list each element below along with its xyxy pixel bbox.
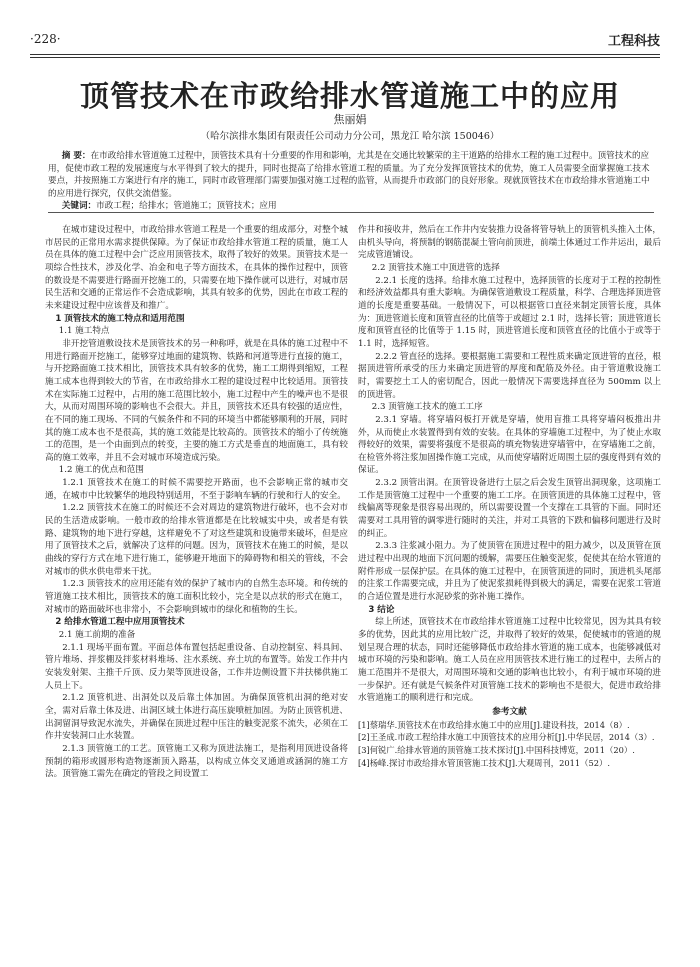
reference-item: [3]何锐广.给排水管道的顶管施工技术探讨[J].中国科技博览，2011（20）. — [358, 744, 635, 755]
paragraph: 作井和接收井，然后在工作井内安装推力设备将管导轨上的顶管机头推入土体，由机头导向，将预制的钢筋混凝土管向前顶进，前端土体通过工作井运出，最后完成管道铺设。 — [358, 225, 661, 261]
paragraph: 2.1.1 现场平面布置。平面总体布置包括起重设备、自动控制室、料具间、管片堆场、拌浆棚及拌浆材料堆场、注水系统、弃土坑的布置等。始发工作井内安装发射架、主推千斤顶、反力架等顶进设备，工作井边侧设置下井扶梯供施工人员上下。 — [45, 642, 348, 691]
keywords-label: 关键词： — [61, 201, 97, 212]
paragraph: 综上所述，顶管技术在市政给排水管道施工过程中比较常见，因为其具有较多的优势，因此其的应用比较广泛，并取得了较好的效果，促使城市的管道的规划呈现合理的状态，同时还能够降低市政给排水管道的施工成本，也能够减低对城市环境的污染和影响。施工人员在应用顶管技术进行施工的过程中，去所占的施工范围并不是很大，对周围环境和交通的影响也比较小，有利于城市环境的进一步保护。还有就是气候条件对顶管施工技术的影响也不是很大，促进市政给排水管道施工的顺利进行和完成。 — [358, 617, 661, 704]
paragraph: 2.3.1 穿墙。将穿墙闷板打开就是穿墙，使用盲推工具将穿墙闷板推出井外，从而使止水装置得到有效的安装。在具体的穿墙施工过程中，为了使止水取得较好的效果，需要将强度不是很高的填充物装进穿墙管中，在穿墙施工之前，在检管外将注浆加固操作施工完成，从而使穿墙附近周围土层的强度得到有效的保证。 — [358, 414, 661, 476]
subsection-heading: 2.3 顶管施工技术的施工工序 — [371, 402, 483, 413]
subsection-heading: 1.1 施工特点 — [58, 326, 110, 337]
paragraph: 2.2.1 长度的选择。给排水施工过程中，选择顶管的长度对于工程的控制性和经济效益都具有重大影响。为确保管道敷设工程质量，科学、合理选择顶进管道的长度是重要基础。一般情况下，可以根据管口直径来制定顶管长度，具体为：顶进管道长度和顶管直径的比值等于或超过 2.1 时，选择长管；顶进管道长度和顶管直径的比值等于 1.15 时，顶进管道长度和顶管直径的比值小于或等于 1.1 时，选择短管。 — [358, 275, 661, 349]
references-heading: 参考文献 — [492, 706, 527, 717]
right-column — [358, 224, 661, 769]
subsection-heading: 2.1 施工前期的准备 — [58, 630, 136, 640]
abstract-label: 摘 要： — [61, 151, 91, 161]
abstract-text: 在市政给排水管道施工过程中，顶管技术具有十分重要的作用和影响，尤其是在交通比较繁荣的主干道路的给排水工程的施工过程中。顶管技术的应用，促使市政工程的发展速度与水平得到了较大的提升，同时也提高了给排水管道工程的质量。为了充分发挥顶管技术的优势，施工人员需要全面掌握施工技术要点，并按照施工方案进行有序的施工，同时市政管理部门需要加强对施工过程的监管，从而提升市政部门的良好形象。现就顶管技术在市政给排水管道施工中的应用进行探究，仅供交流借鉴。 — [48, 151, 650, 199]
section-heading: 2 给排水管道工程中应用顶管技术 — [55, 617, 185, 628]
paragraph: 非开挖管道敷设技术是顶管技术的另一种称呼，就是在具体的施工过程中不用进行路面开挖施工，能够穿过地面的建筑物、铁路和河道等进行直接的施工，与开挖路面施工技术相比，顶管技术具有较多的优势，施工工期得到缩短，工程施工成本也得到较大的节省，在市政给排水工程的建设过程中比较适用。顶管技术在实际施工过程中，占用的施工范围比较小，施工过程中产生的噪声也不是很大，从而对周围环境的影响也不会很大。并且，顶管技术还具有较强的适应性，在不同的施工现场、不同的气候条件和不同的环境当中都能够顺利的开展，同时其的施工成本也不是很高，其的施工效能是比较高的。顶管技术的缩小了传统施工的范围，是一个由面到点的转变，主要的施工方式是垂直的地面施工，具有较高的施工效率，并且不会对城市环境造成污染。 — [45, 338, 348, 463]
header-rule-thick — [30, 54, 660, 55]
abstract — [48, 150, 654, 200]
article-title: 顶管技术在市政给排水管道施工中的应用 — [79, 79, 620, 113]
page-number: ·228· — [30, 32, 61, 46]
subsection-heading: 1.2 施工的优点和范围 — [58, 465, 144, 476]
section-heading: 3 结论 — [368, 604, 395, 615]
reference-item: [2]王圣成.市政工程给排水施工中顶管技术的应用分析[J].中华民居，2014（3）. — [358, 732, 655, 743]
paragraph: 2.1.2 顶管机进、出洞处以及后靠土体加固。为确保顶管机出洞的绝对安全，需对后靠土体及进、出洞区域土体进行高压旋喷桩加固。为防止顶管机进、出洞留洞导致泥水流失，并确保在顶进过程中压注的触变泥浆不流失，必须在工作井安装洞口止水装置。 — [45, 693, 348, 742]
running-header — [30, 30, 660, 48]
author: 焦丽娟 — [333, 113, 367, 126]
header-rule-thin — [30, 57, 660, 58]
reference-item: [1]蔡瑞华.顶管技术在市政给排水施工中的应用[J].建设科技，2014（8）. — [358, 719, 630, 730]
paragraph: 1.2.3 顶管技术的应用还能有效的保护了城市内的自然生态环境。和传统的管道施工技术相比，顶管技术的施工面积比较小，完全是以点状的形式在施工，对城市的路面破坏也非常小，不会影响到城市的绿化和植物的生长。 — [45, 579, 348, 615]
paragraph: 2.1.3 顶管施工的工艺。顶管施工又称为顶进法施工，是指利用顶进设备将预制的箱形或圆形构造物逐渐顶入路基，以构成立体交叉通道或涵洞的施工方法。顶管施工需先在确定的管段之间设置工 — [45, 743, 348, 780]
left-column — [45, 224, 348, 781]
paragraph: 2.2.2 管直径的选择。要根据施工需要和工程性质来确定顶进管的直径，根据顶进管所承受的压力来确定顶进管的厚度和配筋及外径。由于管道敷设施工时，需要挖土工人的密切配合，因此一般情况下需要选择直径为 500mm 以上的顶进管。 — [358, 351, 661, 400]
journal-section: 工程科技 — [607, 34, 660, 49]
section-heading: 1 顶管技术的施工特点和适用范围 — [55, 313, 185, 324]
affiliation: （哈尔滨排水集团有限责任公司动力分公司，黑龙江 哈尔滨 150046） — [200, 131, 500, 142]
keywords-text: 市政工程；给排水；管道施工；顶管技术；应用 — [96, 201, 277, 212]
subsection-heading: 2.2 顶管技术施工中顶进管的选择 — [371, 262, 500, 273]
paragraph: 1.2.2 顶管技术在施工的时候还不会对周边的建筑物进行破坏，也不会对市民的生活造成影响。一般市政的给排水管道都是在比较城实中央，或者是有铁路、建筑物的地下进行穿越，这样避免不了对这些建筑和设施带来破坏，但是应用了顶管技术之后，就解决了这样的问题。因为，顶管技术在施工的时候，是以曲线的穿行方式在地下进行施工，能够避开地面下的障碍物和相关的管线，不会对城市的供水供电带来干扰。 — [45, 503, 348, 577]
paragraph: 在城市建设过程中，市政给排水管道工程是一个重要的组成部分，对整个城市居民的正常用水需求提供保障。为了保证市政给排水管道工程的质量，施工人员在具体的施工过程中会广泛应用顶管技术，取得了较好的效果。顶管技术是一项综合性技术，涉及化学、冶金和电子等方面技术，在具体的操作过程中，顶管的数设是不需要进行路面开挖施工的，只需要在地下操作就可以进行，对城市居民生活和交通的正常运作不会造成影响，其具有较多的优势，因此在市政工程的未来建设过程中应该普及和推广。 — [45, 225, 348, 311]
abstract-block — [48, 150, 654, 213]
paragraph: 2.3.3 注浆减小阻力。为了使顶管在顶进过程中的阻力减少，以及顶管在顶进过程中出现的地面下沉问题的缓解，需要压住触变泥浆，促使其在给水管道的附件形成一层保护层。在具体的施工过程中，在顶管顶进的同时，顶进机头尾部的注浆工作需要完成，并且为了使泥浆损耗得到极大的满足，需要在泥浆工管道的合适位置是进行水泥砂浆的弥补施工操作。 — [358, 541, 661, 603]
paragraph: 1.2.1 顶管技术在施工的时候不需要挖开路面，也不会影响正常的城市交通，在城市中比较繁华的地段特别适用，不至于影响车辆的行驶和行人的安全。 — [45, 478, 348, 501]
reference-item: [4]杨峰.探讨市政给排水管顶管施工技术[J].大观周刊，2011（52）. — [358, 757, 610, 768]
paragraph: 2.3.2 顶管出洞。在顶管设备进行土层之后会发生顶管出洞现象，这项施工工作是顶管施工过程中一个重要的施工工序。在顶管顶进的具体施工过程中，管线偏离等现象是很容易出现的，所以需要设置一个支撑在工具管的下面。同时还需要对工具用管的调零进行随时的关注，并对工具管的下跌和偏移问题进行及时的纠正。 — [358, 478, 661, 539]
abstract-divider — [48, 212, 654, 213]
